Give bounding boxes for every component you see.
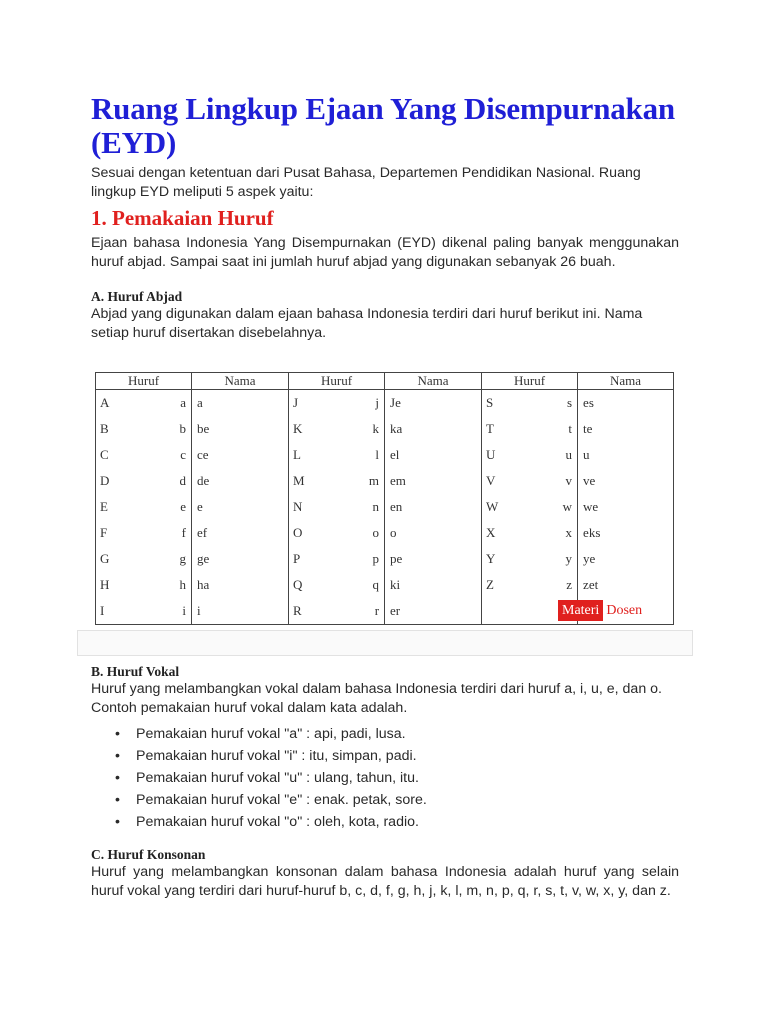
lowercase-letter: g: [144, 546, 192, 572]
list-item: • Pemakaian huruf vokal "o" : oleh, kota, radio.: [115, 811, 679, 833]
list-item: • Pemakaian huruf vokal "i" : itu, simpan, padi.: [115, 745, 679, 767]
lowercase-letter: l: [337, 442, 385, 468]
uppercase-letter: J: [289, 390, 337, 417]
letter-name: ki: [385, 572, 482, 598]
letter-name: te: [578, 416, 674, 442]
letter-name: em: [385, 468, 482, 494]
header-nama: Nama: [578, 373, 674, 390]
letter-name: de: [192, 468, 289, 494]
watermark-dosen: Dosen: [603, 600, 645, 621]
embed-placeholder-box: [77, 630, 693, 656]
watermark-materi: Materi: [558, 600, 603, 621]
letter-name: zet: [578, 572, 674, 598]
uppercase-letter: A: [96, 390, 144, 417]
lowercase-letter: t: [530, 416, 578, 442]
uppercase-letter: C: [96, 442, 144, 468]
uppercase-letter: B: [96, 416, 144, 442]
table-row: [96, 390, 674, 417]
table-row: [96, 494, 674, 520]
uppercase-letter: X: [482, 520, 530, 546]
lowercase-letter: b: [144, 416, 192, 442]
letter-name: eks: [578, 520, 674, 546]
table-row: [96, 442, 674, 468]
letter-name: ce: [192, 442, 289, 468]
uppercase-letter: M: [289, 468, 337, 494]
lowercase-letter: o: [337, 520, 385, 546]
document-body: [91, 92, 679, 342]
uppercase-letter: F: [96, 520, 144, 546]
uppercase-letter: [482, 598, 530, 625]
table-row: [96, 416, 674, 442]
intro-paragraph: Sesuai dengan ketentuan dari Pusat Bahasa, Departemen Pendidikan Nasional. Ruang lingkup EYD meliputi 5 aspek yaitu:: [91, 165, 641, 200]
lowercase-letter: p: [337, 546, 385, 572]
uppercase-letter: U: [482, 442, 530, 468]
lowercase-letter: r: [337, 598, 385, 625]
letter-name: u: [578, 442, 674, 468]
alphabet-table: [95, 372, 674, 625]
letter-name: es: [578, 390, 674, 417]
part-a-paragraph: Abjad yang digunakan dalam ejaan bahasa Indonesia terdiri dari huruf berikut ini. Nama setiap huruf disertakan disebelahnya.: [91, 306, 643, 341]
list-item: • Pemakaian huruf vokal "u" : ulang, tahun, itu.: [115, 767, 679, 789]
letter-name: el: [385, 442, 482, 468]
header-huruf: Huruf: [482, 373, 578, 390]
letter-name: pe: [385, 546, 482, 572]
lowercase-letter: a: [144, 390, 192, 417]
lowercase-letter: s: [530, 390, 578, 417]
letter-name: Je: [385, 390, 482, 417]
lowercase-letter: f: [144, 520, 192, 546]
uppercase-letter: E: [96, 494, 144, 520]
uppercase-letter: Q: [289, 572, 337, 598]
letter-name: be: [192, 416, 289, 442]
letter-name: ka: [385, 416, 482, 442]
uppercase-letter: H: [96, 572, 144, 598]
vowel-list: [91, 723, 679, 833]
lowercase-letter: q: [337, 572, 385, 598]
uppercase-letter: R: [289, 598, 337, 625]
uppercase-letter: I: [96, 598, 144, 625]
list-item: • Pemakaian huruf vokal "a" : api, padi, lusa.: [115, 723, 679, 745]
part-b-heading: B. Huruf Vokal: [91, 664, 180, 679]
letter-name: ha: [192, 572, 289, 598]
lowercase-letter: c: [144, 442, 192, 468]
uppercase-letter: D: [96, 468, 144, 494]
part-c-paragraph: Huruf yang melambangkan konsonan dalam bahasa Indonesia adalah huruf yang selain huruf vokal yang terdiri dari huruf-huruf b, c, d, f, g, h, j, k, l, m, n, p, q, r, s, t, v, w, x, y, dan z.: [91, 864, 679, 899]
uppercase-letter: S: [482, 390, 530, 417]
letter-name: ef: [192, 520, 289, 546]
uppercase-letter: T: [482, 416, 530, 442]
lowercase-letter: y: [530, 546, 578, 572]
table-row: [96, 520, 674, 546]
letter-name: er: [385, 598, 482, 625]
header-huruf: Huruf: [96, 373, 192, 390]
uppercase-letter: K: [289, 416, 337, 442]
part-c-heading: C. Huruf Konsonan: [91, 847, 206, 862]
table-row: [96, 572, 674, 598]
uppercase-letter: N: [289, 494, 337, 520]
lowercase-letter: u: [530, 442, 578, 468]
lowercase-letter: z: [530, 572, 578, 598]
letter-name: e: [192, 494, 289, 520]
uppercase-letter: L: [289, 442, 337, 468]
uppercase-letter: V: [482, 468, 530, 494]
uppercase-letter: O: [289, 520, 337, 546]
lowercase-letter: j: [337, 390, 385, 417]
lowercase-letter: w: [530, 494, 578, 520]
letter-name: i: [192, 598, 289, 625]
lowercase-letter: i: [144, 598, 192, 625]
part-a-heading: A. Huruf Abjad: [91, 289, 183, 304]
letter-name: en: [385, 494, 482, 520]
lowercase-letter: m: [337, 468, 385, 494]
uppercase-letter: Z: [482, 572, 530, 598]
lowercase-letter: x: [530, 520, 578, 546]
watermark-logo: [558, 600, 645, 621]
lowercase-letter: e: [144, 494, 192, 520]
table-header-row: [96, 373, 674, 390]
lowercase-letter: k: [337, 416, 385, 442]
table-row: [96, 468, 674, 494]
letter-name: o: [385, 520, 482, 546]
lowercase-letter: d: [144, 468, 192, 494]
page-title: Ruang Lingkup Ejaan Yang Disempurnakan (EYD): [91, 91, 675, 160]
letter-name: a: [192, 390, 289, 417]
lowercase-letter: v: [530, 468, 578, 494]
lowercase-letter: n: [337, 494, 385, 520]
table-row: [96, 546, 674, 572]
letter-name: we: [578, 494, 674, 520]
letter-name: ve: [578, 468, 674, 494]
section-1-paragraph: Ejaan bahasa Indonesia Yang Disempurnakan (EYD) dikenal paling banyak menggunakan huruf abjad. Sampai saat ini jumlah huruf abjad yang digunakan sebanyak 26 buah.: [91, 235, 679, 270]
list-item: • Pemakaian huruf vokal "e" : enak. petak, sore.: [115, 789, 679, 811]
uppercase-letter: Y: [482, 546, 530, 572]
part-b-paragraph: Huruf yang melambangkan vokal dalam bahasa Indonesia terdiri dari huruf a, i, u, e, dan o. Contoh pemakaian huruf vokal dalam kata adalah.: [91, 681, 662, 716]
header-nama: Nama: [192, 373, 289, 390]
header-nama: Nama: [385, 373, 482, 390]
letter-name: ye: [578, 546, 674, 572]
letter-name: ge: [192, 546, 289, 572]
header-huruf: Huruf: [289, 373, 385, 390]
uppercase-letter: W: [482, 494, 530, 520]
section-1-heading: 1. Pemakaian Huruf: [91, 206, 274, 230]
uppercase-letter: P: [289, 546, 337, 572]
uppercase-letter: G: [96, 546, 144, 572]
lowercase-letter: h: [144, 572, 192, 598]
document-body-lower: [91, 664, 679, 900]
